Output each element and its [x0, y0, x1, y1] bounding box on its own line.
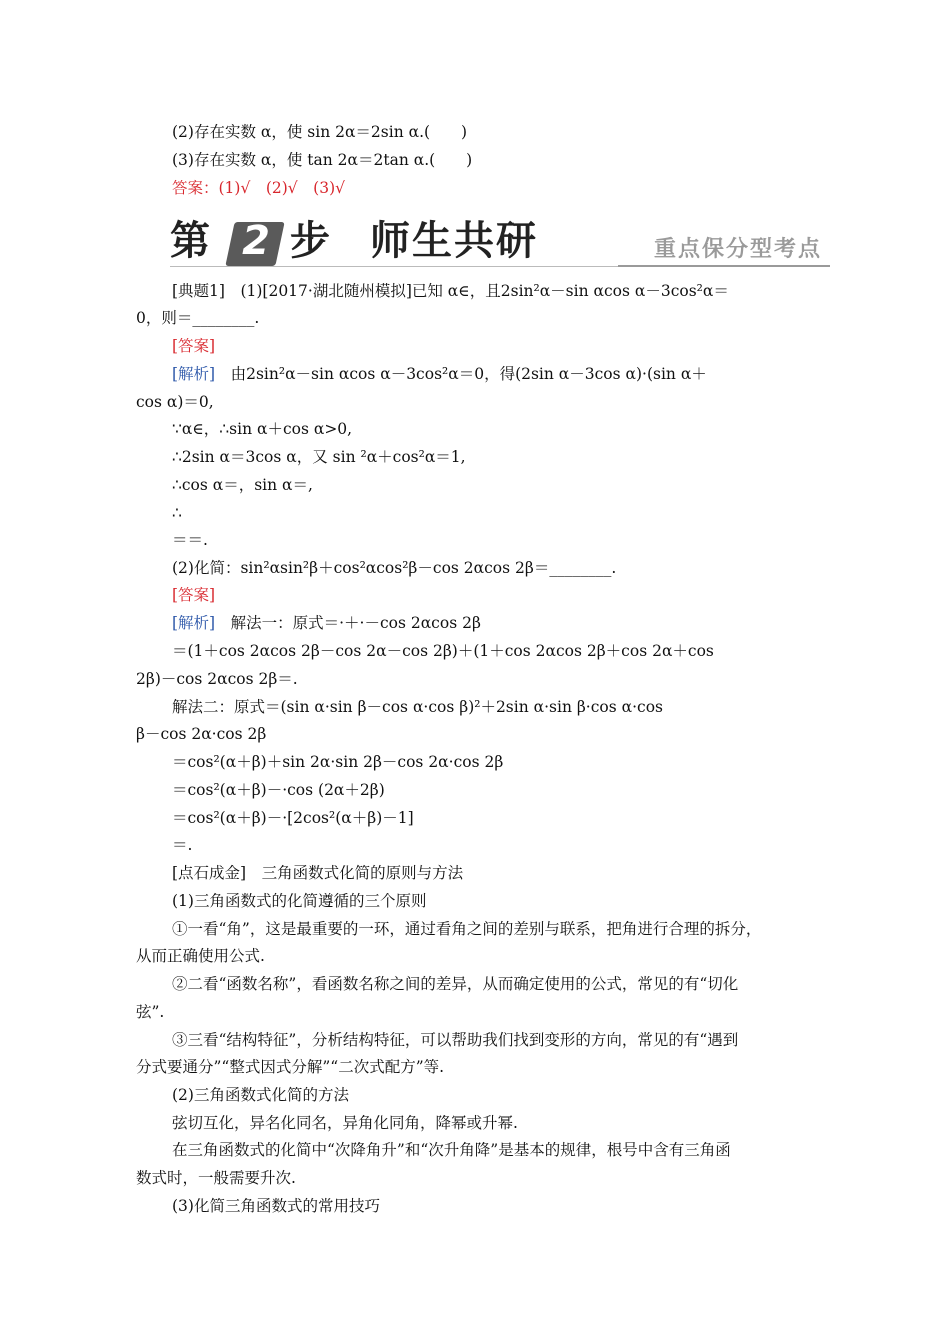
- banner-rule-left: [170, 266, 618, 267]
- text-line: ∴: [172, 504, 182, 522]
- step-number: 2: [242, 218, 270, 264]
- text-line: ＝(1＋cos 2αcos 2β－cos 2α－cos 2β)＋(1＋cos 2αcos 2β＋cos 2α＋cos: [172, 642, 714, 660]
- text-line: 分式要通分”“整式因式分解”“二次式配方”等.: [136, 1058, 445, 1076]
- answer-label-2: [答案]: [172, 586, 216, 604]
- text-line: β－cos 2α·cos 2β: [136, 725, 267, 743]
- text-line: ②二看“函数名称”，看函数名称之间的差异，从而确定使用的公式，常见的有“切化: [172, 975, 739, 993]
- text-line: ③三看“结构特征”，分析结构特征，可以帮助我们找到变形的方向，常见的有“遇到: [172, 1031, 739, 1049]
- text-line: 弦”.: [136, 1003, 165, 1021]
- text-line: ＝cos²(α＋β)－·cos (2α＋2β): [172, 781, 385, 799]
- text-line: 在三角函数式的化简中“次降角升”和“次升角降”是基本的规律，根号中含有三角函: [172, 1141, 731, 1159]
- banner-rule-right: [618, 265, 830, 267]
- answer-line: 答案：(1)√ (2)√ (3)√: [172, 179, 345, 197]
- text-line: 数式时，一般需要升次.: [136, 1169, 296, 1187]
- question-3: (3)存在实数 α，使 tan 2α＝2tan α.( ): [172, 151, 473, 169]
- analysis-line-2: [172, 613, 481, 633]
- analysis-label-2: [解析]: [172, 614, 216, 632]
- example-1-line-2: 0，则＝________.: [136, 309, 260, 327]
- text-line: (2)三角函数式化简的方法: [172, 1086, 349, 1104]
- section-banner: [170, 212, 830, 272]
- text-line: cos α)＝0,: [136, 393, 214, 411]
- text-line: (1)三角函数式的化简遵循的三个原则: [172, 892, 427, 910]
- text-line: ∴cos α＝，sin α＝,: [172, 476, 313, 494]
- text-line: ∴2sin α＝3cos α，又 sin ²α＋cos²α＝1,: [172, 448, 466, 466]
- text-line: ＝＝.: [172, 531, 208, 549]
- question-2: (2)存在实数 α，使 sin 2α＝2sin α.( ): [172, 123, 468, 141]
- tips-heading: [点石成金] 三角函数式化简的原则与方法: [172, 864, 464, 882]
- analysis-label-1: [解析]: [172, 365, 216, 383]
- example-1-line-1: [典题1] (1)[2017·湖北随州模拟]已知 α∈，且2sin²α－sin αcos α－3cos²α＝: [172, 282, 729, 300]
- text-line: 2β)－cos 2αcos 2β＝.: [136, 670, 298, 688]
- example-1-part-2: (2)化简：sin²αsin²β＋cos²αcos²β－cos 2αcos 2β＝________.: [172, 559, 617, 577]
- text-line: 从而正确使用公式.: [136, 947, 265, 965]
- text-line: ＝cos²(α＋β)－·[2cos²(α＋β)－1]: [172, 809, 414, 827]
- banner-first-char: 第: [170, 218, 212, 264]
- text-line: ∵α∈，∴sin α＋cos α>0,: [172, 420, 353, 438]
- analysis-text-2: 解法一：原式＝·＋·－cos 2αcos 2β: [215, 614, 481, 632]
- analysis-text-1: 由2sin²α－sin αcos α－3cos²α＝0，得(2sin α－3cos α)·(sin α＋: [215, 365, 707, 383]
- text-line: ＝.: [172, 836, 193, 854]
- banner-step-char: 步: [290, 218, 332, 264]
- text-line: (3)化简三角函数式的常用技巧: [172, 1197, 380, 1215]
- text-line: ①一看“角”，这是最重要的一环，通过看角之间的差别与联系，把角进行合理的拆分，: [172, 920, 762, 938]
- answer-label-1: [答案]: [172, 337, 216, 355]
- text-line: ＝cos²(α＋β)＋sin 2α·sin 2β－cos 2α·cos 2β: [172, 753, 504, 771]
- banner-title: 师生共研: [370, 218, 538, 264]
- text-line: 弦切互化，异名化同名，异角化同角，降幂或升幂.: [172, 1114, 518, 1132]
- analysis-line-1: [172, 364, 707, 384]
- text-line: 解法二：原式＝(sin α·sin β－cos α·cos β)²＋2sin α·sin β·cos α·cos: [172, 698, 663, 716]
- banner-subtitle: 重点保分型考点: [653, 237, 822, 262]
